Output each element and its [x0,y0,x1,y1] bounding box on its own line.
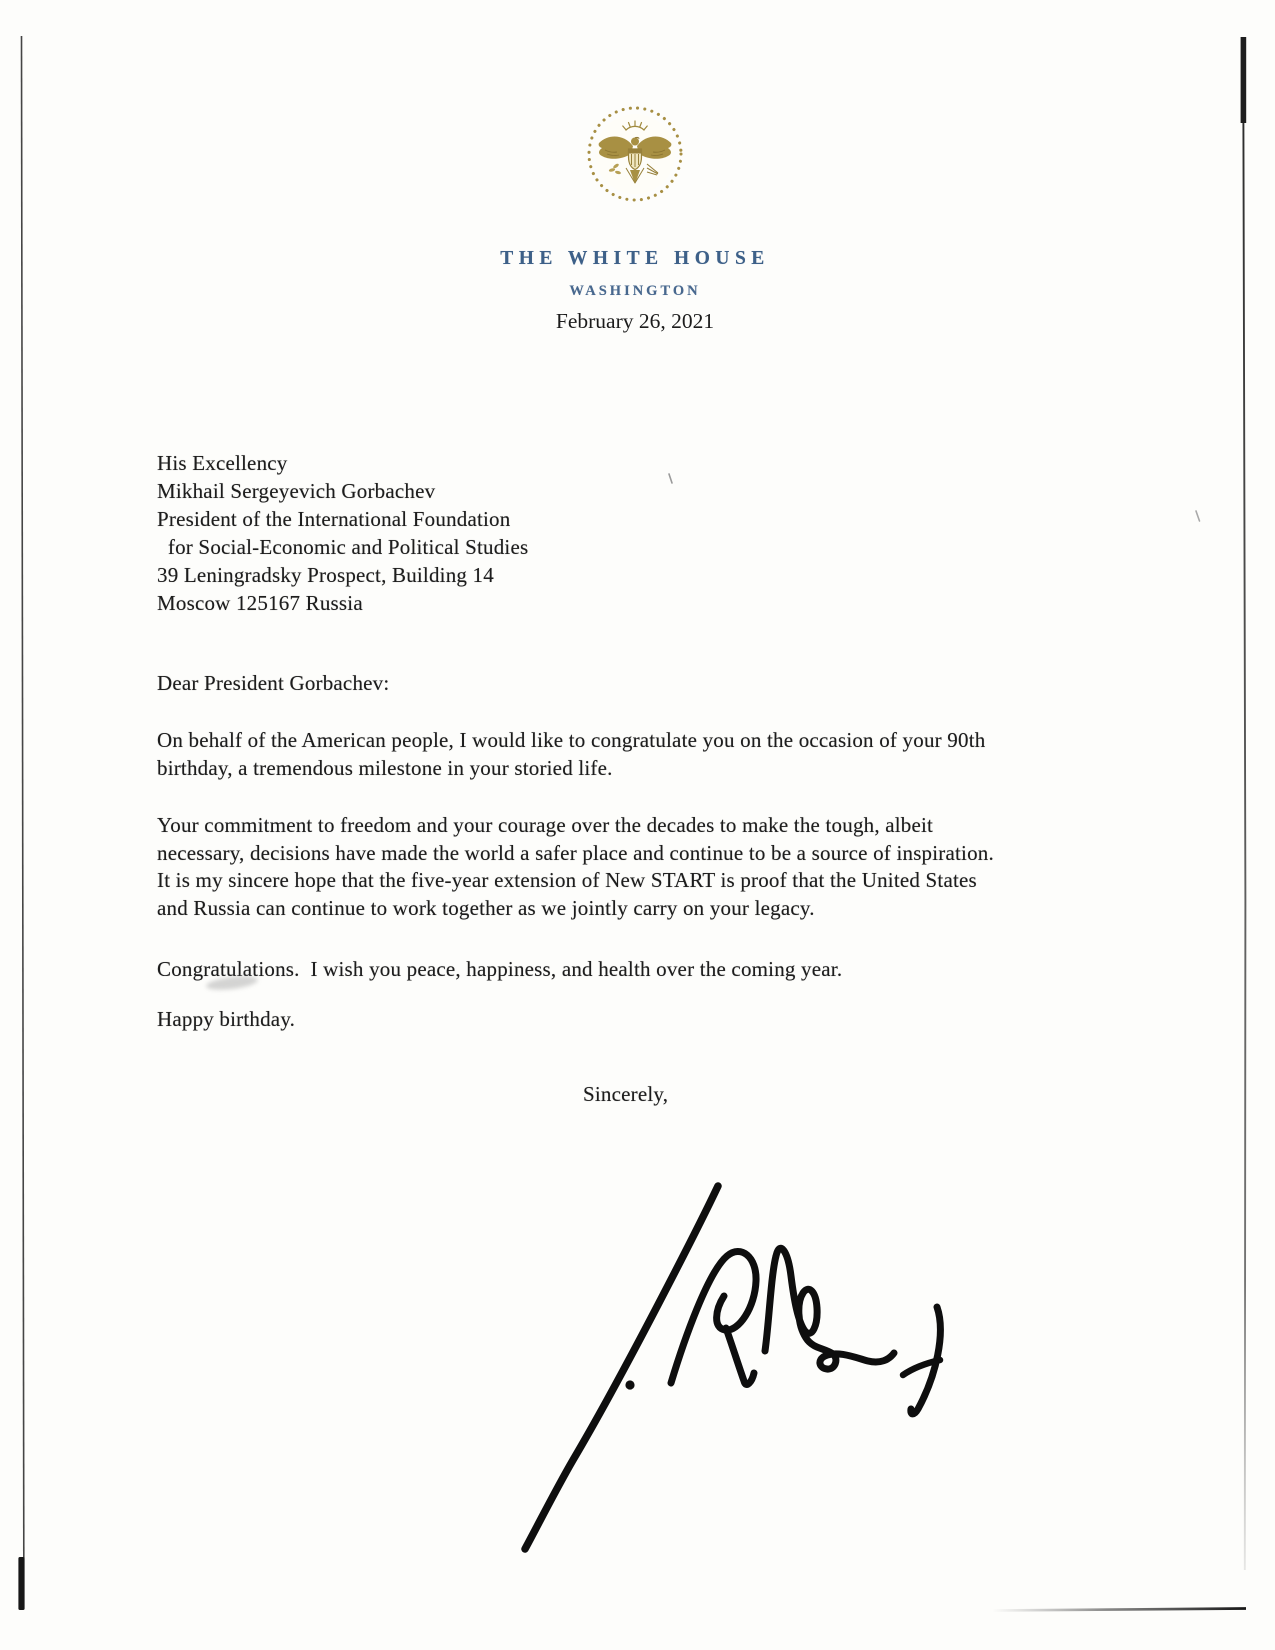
text-line: Your commitment to freedom and your courage over the decades to make the tough, albeit [157,813,934,837]
text-line: necessary, decisions have made the world a safer place and continue to be a source of inspiration. [157,840,994,865]
text-line: Congratulations. I wish you peace, happiness, and health over the coming year. [157,957,843,981]
letterhead-subtitle: WASHINGTON [569,283,701,299]
text-line: for Social-Economic and Political Studies [157,535,529,559]
text-line: birthday, a tremendous milestone in your storied life. [157,755,613,780]
valediction: Sincerely, [583,1082,669,1106]
text-line: President of the International Foundation [157,507,511,531]
salutation: Dear President Gorbachev: [157,671,390,695]
letterhead-title: THE WHITE HOUSE [500,248,770,269]
text-line: It is my sincere hope that the five-year extension of New START is proof that the United States [157,868,977,892]
text-line: His Excellency [157,451,288,475]
text-line: 39 Leningradsky Prospect, Building 14 [157,563,494,587]
text-line: Happy birthday. [157,1007,296,1031]
letter-date: February 26, 2021 [555,309,715,333]
text-line: and Russia can continue to work together as we jointly carry on your legacy. [157,895,815,920]
text-line: Moscow 125167 Russia [157,591,363,615]
text-line: On behalf of the American people, I would like to congratulate you on the occasion of your 90th [157,728,986,752]
text-line: Mikhail Sergeyevich Gorbachev [157,479,436,503]
